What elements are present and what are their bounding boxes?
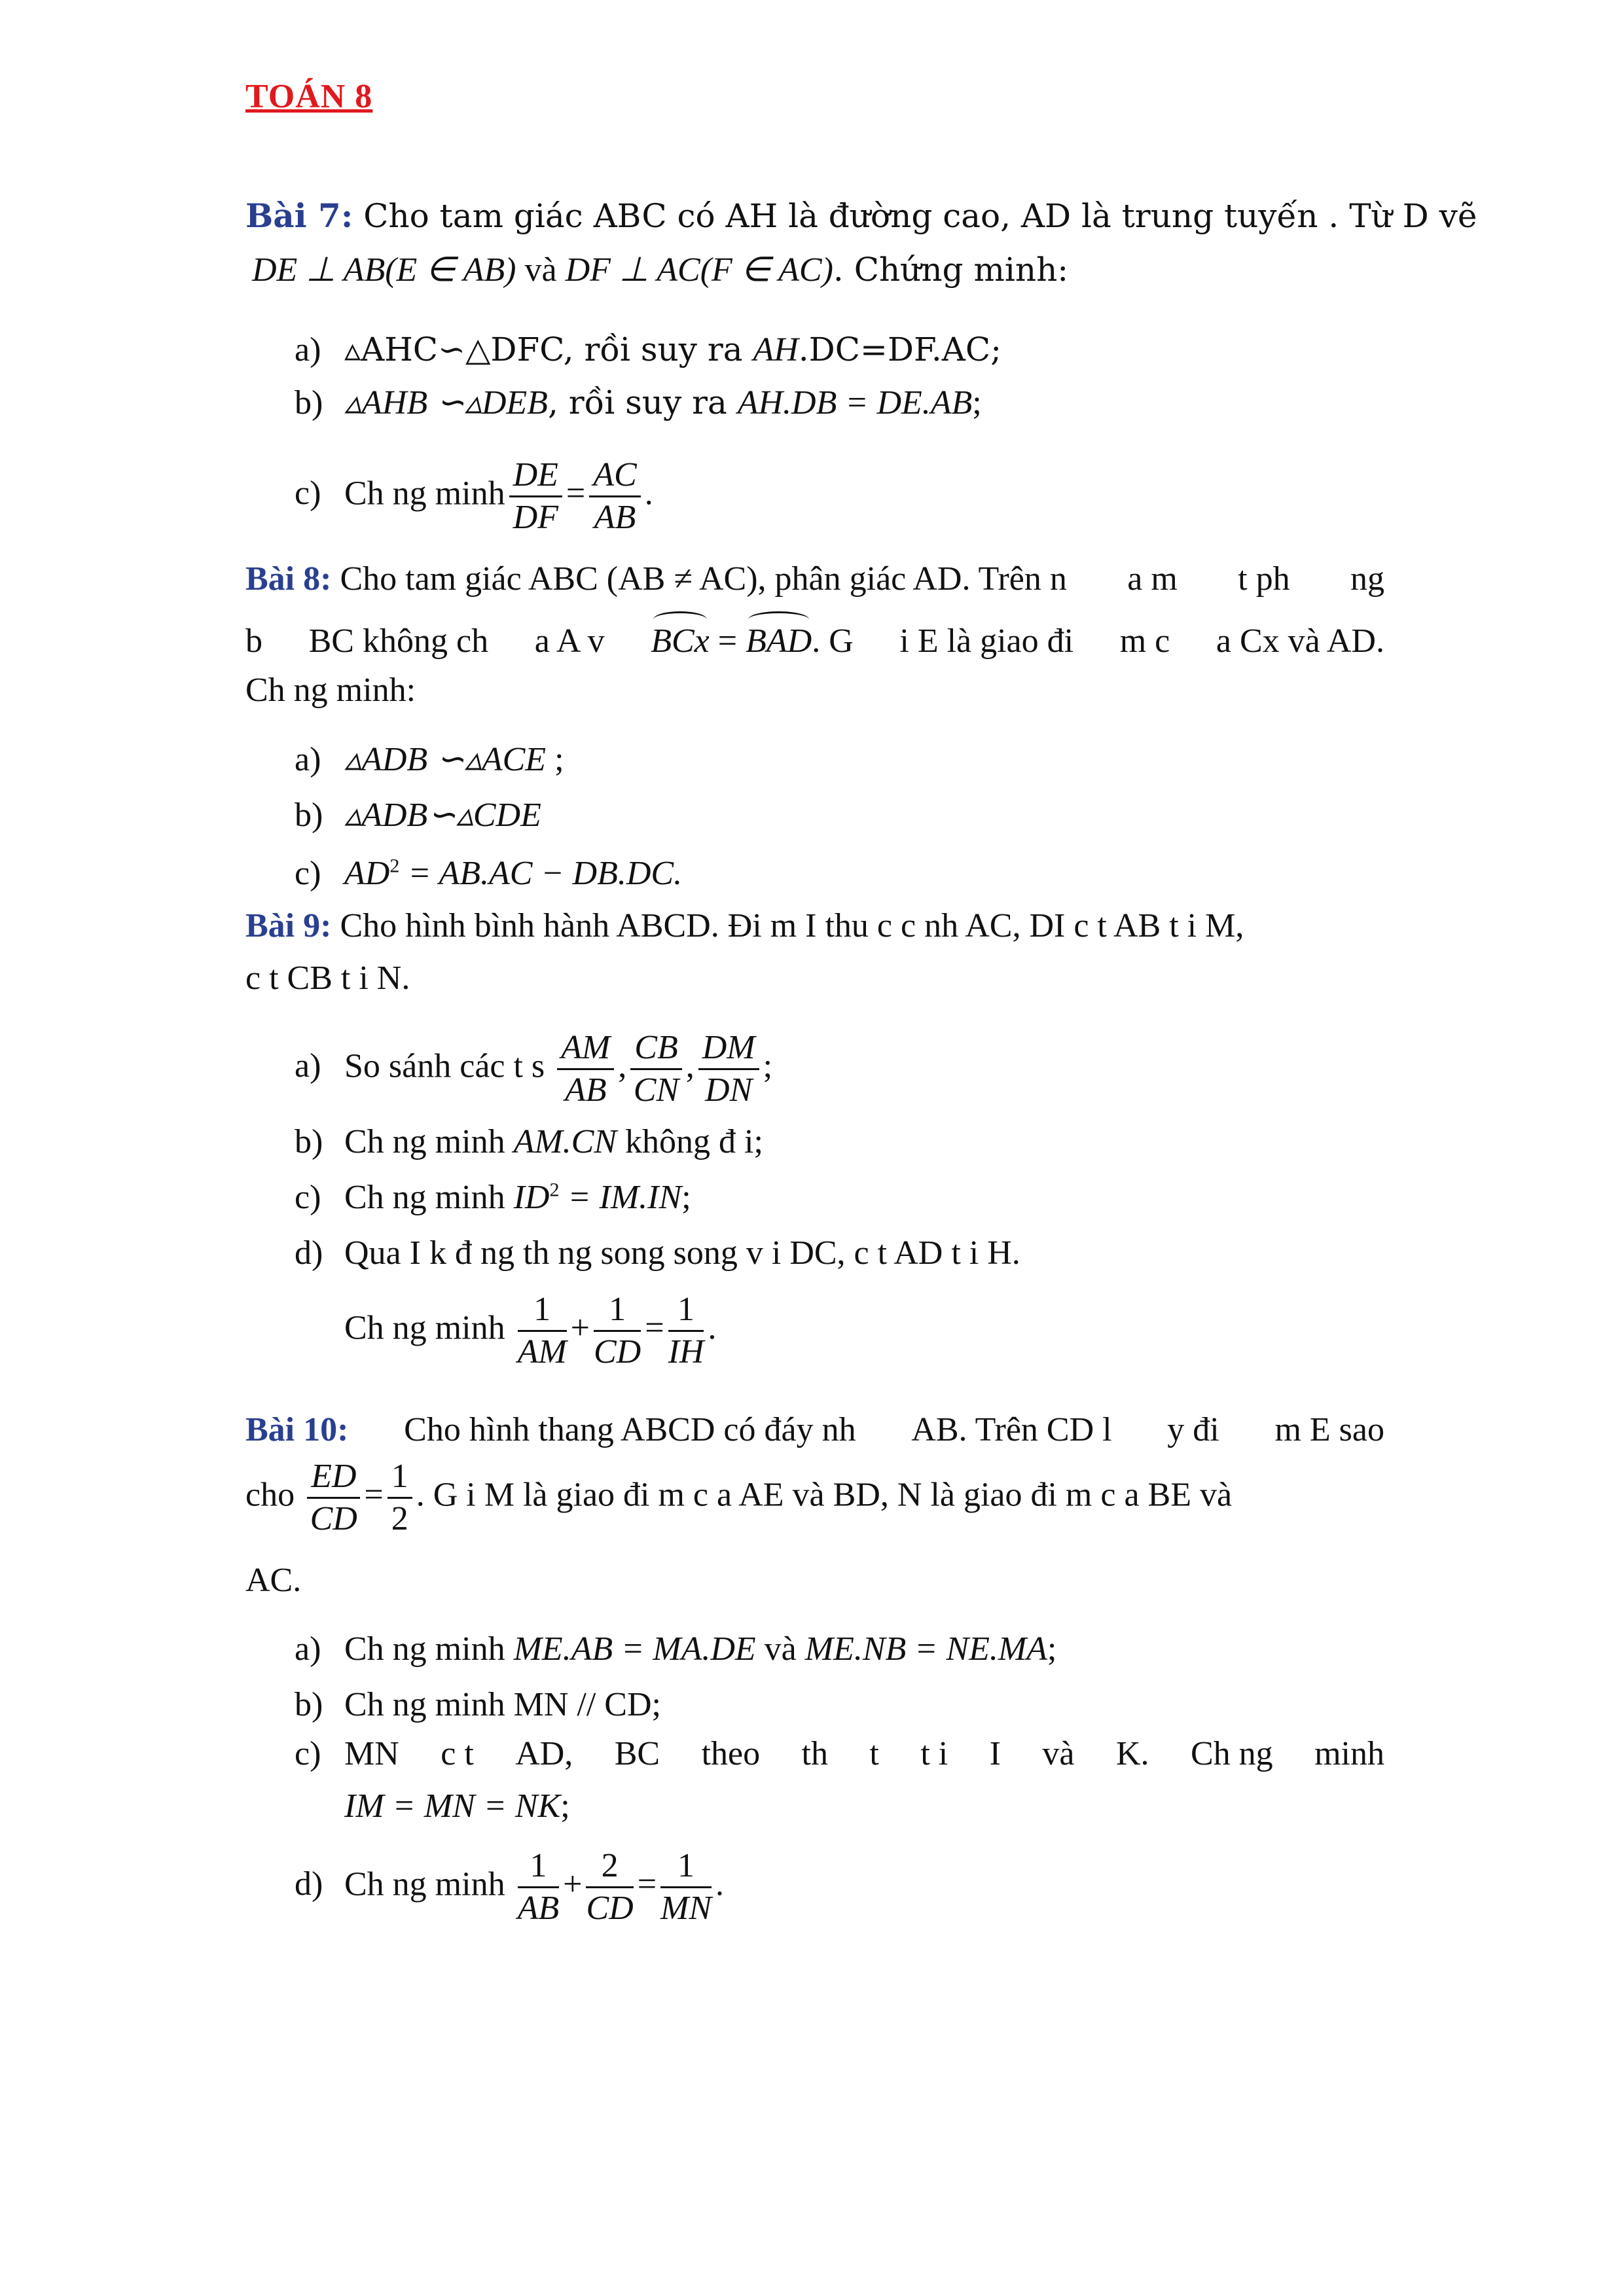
page-title: TOÁN 8: [245, 78, 373, 115]
text: So sánh các t s: [344, 1047, 554, 1085]
word: t: [869, 1735, 879, 1772]
b7-item-a: [295, 331, 1001, 369]
b7-a-end: .DC=DF.AC;: [798, 331, 1002, 368]
item-label: b): [295, 1686, 323, 1723]
plus-sign: +: [563, 1865, 583, 1903]
item-label: c): [295, 1179, 321, 1216]
comma: ,: [618, 1047, 627, 1085]
math: IM = MN = NK: [344, 1787, 561, 1825]
b10-item-c2: [344, 1787, 570, 1825]
b10-line1: [245, 1410, 1384, 1449]
b8-a-math: ▵ADB ∽▵ACE: [344, 741, 547, 778]
equals-sign: =: [364, 1476, 384, 1514]
b7-cond1: DE ⊥ AB(E ∈ AB): [252, 251, 516, 289]
fraction: $\frac{1}{IH}$: [668, 1291, 704, 1371]
b7-b-math1: ▵AHB ∽▵DEB: [344, 384, 548, 422]
text: i E là giao đi: [899, 622, 1074, 660]
text: Ch ng minh: [344, 1865, 514, 1903]
word: c t: [441, 1735, 474, 1772]
b7-line2: [252, 250, 1068, 289]
equals-sign: =: [637, 1865, 657, 1903]
text: Ch ng minh: [344, 1179, 514, 1216]
text: ;: [1047, 1630, 1057, 1668]
math: ME.NB = NE.MA: [804, 1630, 1047, 1668]
item-label: d): [295, 1234, 323, 1272]
fraction: $\frac{CB}{CN}$: [630, 1028, 681, 1111]
b10-item-d: [295, 1846, 724, 1929]
b9-item-a: [295, 1028, 772, 1111]
b9-item-c: [295, 1178, 691, 1217]
angle-bad: BAD: [746, 622, 812, 660]
b10-line3: AC.: [245, 1562, 302, 1599]
word: Ch ng: [1190, 1735, 1273, 1772]
b9-item-d: [295, 1234, 1020, 1272]
text: ;: [546, 741, 564, 778]
text: y đi: [1167, 1411, 1219, 1448]
text: ;: [560, 1787, 570, 1825]
fraction: $\frac{DM}{DN}$: [698, 1028, 759, 1111]
b7-cond2: DF ⊥ AC(F ∈ AC): [565, 251, 833, 289]
word: và: [1042, 1735, 1075, 1772]
b10-item-c: [295, 1734, 1384, 1773]
word: th: [801, 1735, 828, 1772]
b10-label: Bài 10:: [245, 1411, 349, 1448]
b8-label: Bài 8:: [245, 560, 332, 598]
semicolon: ;: [763, 1047, 773, 1085]
b7-intro: Cho tam giác ABC có AH là đường cao, AD là trung tuyến . Từ D vẽ: [353, 197, 1477, 235]
text: Ch ng minh: [344, 1123, 514, 1160]
text: ng: [1350, 560, 1384, 598]
math: AD: [344, 855, 390, 892]
text: không đ i;: [617, 1123, 763, 1160]
text: và: [755, 1630, 805, 1668]
b8-item-c: [295, 854, 682, 893]
text: AB. Trên CD l: [911, 1411, 1112, 1448]
b9-item-b: [295, 1122, 763, 1161]
text: b: [245, 622, 262, 660]
text: . G i M là giao đi m c a AE và BD, N là giao đi m c a BE và: [416, 1476, 1233, 1514]
equals-sign: =: [645, 1309, 664, 1347]
text: Qua I k đ ng th ng song song v i DC, c t AD t i H.: [344, 1234, 1020, 1272]
item-label: a): [295, 1630, 321, 1668]
text: Ch ng minh MN // CD;: [344, 1686, 661, 1723]
word: MN: [344, 1735, 399, 1772]
b8-line3: Ch ng minh:: [245, 672, 416, 709]
b7-item-c: [295, 455, 653, 538]
fraction: $\frac{AM}{AB}$: [557, 1028, 614, 1111]
text: m c: [1119, 622, 1170, 660]
b10-item-a: [295, 1630, 1056, 1668]
fraction: $\frac{1}{MN}$: [660, 1847, 712, 1927]
text: m E sao: [1274, 1411, 1384, 1448]
b10-c-words: [344, 1734, 1384, 1773]
b7-b-math2: AH.DB = DE.AB: [737, 384, 973, 422]
b8-b-math: ▵ADB∽▵CDE: [344, 797, 541, 834]
b8-item-a: [295, 740, 564, 779]
text: t ph: [1238, 560, 1290, 598]
b7-c-text: Ch ng minh: [344, 475, 505, 512]
word: t i: [920, 1735, 948, 1772]
math: ME.AB = MA.DE: [513, 1630, 756, 1668]
b7-prove: . Chứng minh:: [833, 251, 1069, 289]
b9-line2: c t CB t i N.: [245, 960, 410, 997]
fraction: $\frac{1}{2}$: [388, 1456, 412, 1539]
text: cho: [245, 1476, 304, 1514]
fraction: $\frac{AC}{AB}$: [589, 455, 640, 538]
fraction: $\frac{2}{CD}$: [586, 1847, 634, 1927]
math: ID: [513, 1179, 550, 1216]
fraction: $\frac{DE}{DF}$: [509, 455, 562, 538]
fraction: $\frac{1}{AM}$: [517, 1291, 567, 1371]
b7-a-math: AH: [753, 331, 799, 368]
text: a m: [1127, 560, 1178, 598]
equals-sign: =: [566, 475, 586, 512]
b7-b-text: , rồi suy ra: [547, 384, 738, 422]
item-label: d): [295, 1865, 323, 1903]
b7-line1: [245, 196, 1477, 236]
text: Cho tam giác ABC (AB ≠ AC), phân giác AD. Trên n: [331, 560, 1067, 598]
text: Ch ng minh: [344, 1630, 514, 1668]
word: minh: [1314, 1735, 1384, 1772]
comma: ,: [685, 1047, 695, 1085]
item-label: b): [295, 797, 323, 834]
plus-sign: +: [570, 1309, 590, 1347]
superscript: 2: [549, 1179, 560, 1201]
b9-label: Bài 9:: [245, 907, 332, 944]
word: K.: [1115, 1735, 1149, 1772]
item-label: a): [295, 331, 321, 368]
b8-item-b: [295, 795, 541, 834]
text: Cho hình thang ABCD có đáy nh: [404, 1411, 856, 1448]
b9-item-d2: [344, 1289, 716, 1372]
period: .: [708, 1309, 717, 1347]
superscript: 2: [389, 855, 400, 877]
item-label: a): [295, 1047, 321, 1085]
item-label: b): [295, 1123, 323, 1160]
equals-sign: =: [717, 622, 738, 660]
word: AD,: [515, 1735, 573, 1772]
item-label: c): [295, 1735, 321, 1772]
b7-and: và: [516, 251, 566, 289]
text: a A v: [534, 622, 605, 660]
text: a Cx và AD.: [1216, 622, 1384, 660]
item-label: b): [295, 384, 323, 422]
text: BC không ch: [308, 622, 489, 660]
b10-item-b: [295, 1685, 661, 1724]
b8-line2: [245, 622, 1384, 660]
b7-b-end: ;: [972, 384, 982, 422]
b9-line1: [245, 906, 1244, 945]
b8-line1: [245, 560, 1384, 598]
text: Cho hình bình hành ABCD. Đi m I thu c c nh AC, DI c t AB t i M,: [331, 907, 1244, 944]
text: ;: [681, 1179, 691, 1216]
item-label: c): [295, 475, 321, 512]
word: BC: [614, 1735, 660, 1772]
word: theo: [701, 1735, 761, 1772]
word: I: [989, 1735, 1001, 1772]
fraction: $\frac{1}{AB}$: [517, 1847, 560, 1927]
text: . G: [812, 622, 854, 660]
b7-a-text: ▵AHC∽△DFC, rồi suy ra: [344, 331, 753, 368]
math: AM.CN: [513, 1123, 617, 1160]
angle-bcx: BCx: [651, 622, 710, 660]
b7-label: Bài 7:: [245, 196, 353, 235]
period: .: [644, 475, 653, 512]
math: = AB.AC − DB.DC.: [399, 855, 683, 892]
text: Ch ng minh: [344, 1309, 514, 1347]
b10-line2: [245, 1456, 1232, 1539]
b7-item-b: [295, 383, 982, 422]
fraction: $\frac{ED}{CD}$: [307, 1456, 360, 1539]
item-label: a): [295, 741, 321, 778]
math: = IM.IN: [559, 1179, 682, 1216]
fraction: $\frac{1}{CD}$: [594, 1291, 641, 1371]
item-label: c): [295, 855, 321, 892]
period: .: [715, 1865, 725, 1903]
